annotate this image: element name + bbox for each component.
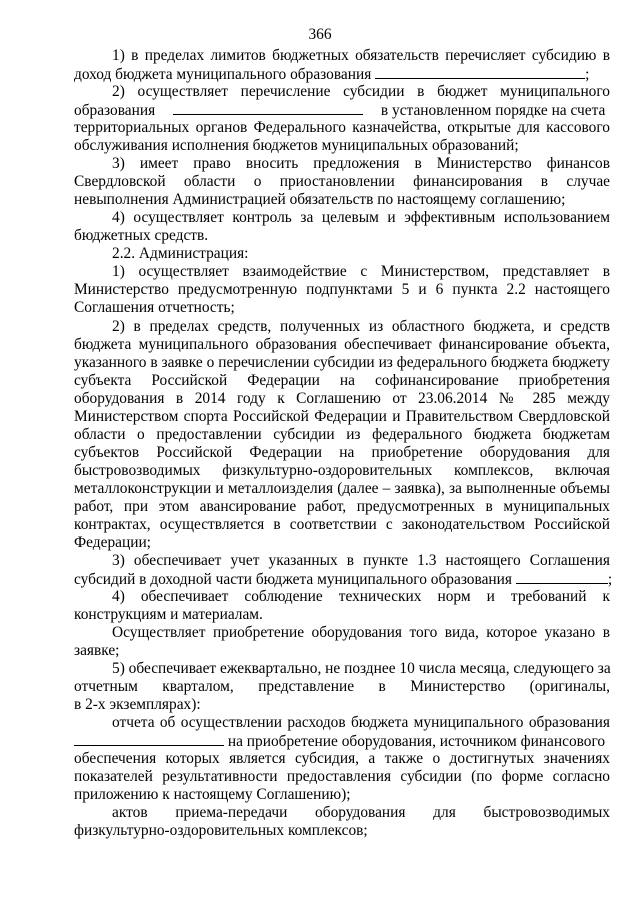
text-line: 3) имеет право вносить предложения в Министерство финансов	[112, 155, 610, 172]
text-line: оборудования в 2014 году к Соглашению от 23.06.2014 № 285 между	[74, 390, 610, 407]
text-line: 5) обеспечивает ежеквартально, не позднее 10 числа месяца, следующего за	[112, 660, 611, 677]
text-line: показателей результативности предоставления субсидии (по форме согласно	[74, 768, 610, 785]
text-line: обслуживания исполнения бюджетов муниципальных образований;	[74, 137, 519, 154]
text-line: 2) осуществляет перечисление субсидии в бюджет муниципального	[112, 83, 610, 100]
text-fragment: в установленном порядке на счета	[380, 102, 606, 119]
text-line	[74, 570, 613, 588]
text-line: субъектов Российской Федерации на приобретение оборудования для	[74, 444, 610, 461]
blank-field	[516, 570, 608, 584]
text-line: 4) осуществляет контроль за целевым и эффективным использованием	[112, 209, 610, 226]
text-line: бюджета муниципального образования обеспечивает финансирование объекта,	[74, 336, 610, 353]
text-line: отчетным кварталом, представление в Министерство (оригиналы,	[74, 678, 610, 695]
text-line: Соглашения отчетность;	[74, 299, 235, 316]
text-line: субъекта Российской Федерации на софинансирование приобретения	[74, 372, 610, 389]
page-number: 366	[308, 26, 332, 43]
text-line: 1) в пределах лимитов бюджетных обязательств перечисляет субсидию в	[112, 47, 610, 64]
text-line	[74, 101, 610, 119]
text-line: металлоконструкции и металлоизделия (далее – заявка), за выполненные объемы	[74, 480, 610, 497]
text-line: физкультурно-оздоровительных комплексов;	[74, 822, 368, 839]
text-line: контрактах, осуществляется в соответствии с законодательством Российской	[74, 516, 610, 533]
text-line	[74, 65, 610, 83]
text-line: в 2-х экземплярах):	[74, 696, 201, 713]
section-heading: 2.2. Администрация:	[112, 245, 249, 262]
text-fragment: образования	[74, 102, 156, 119]
text-line: работ, при этом авансирование работ, предусмотренных в муниципальных	[74, 498, 610, 515]
text-line: бюджетных средств.	[74, 227, 209, 244]
text-fragment: на приобретение оборудования, источником финансового	[227, 733, 606, 750]
text-line: конструкциям и материалам.	[74, 606, 263, 623]
text-line: указанного в заявке о перечислении субсидии из федерального бюджета бюджету	[74, 354, 610, 371]
text-line: Федерации;	[74, 534, 151, 551]
text-fragment: ;	[607, 571, 613, 588]
text-line: отчета об осуществлении расходов бюджета муниципального образования	[112, 714, 610, 731]
text-line: быстровозводимых физкультурно-оздоровительных комплексов, включая	[74, 462, 610, 479]
text-line: 4) обеспечивает соблюдение технических норм и требований к	[112, 588, 610, 605]
text-line: 2) в пределах средств, полученных из областного бюджета, и средств	[112, 318, 610, 335]
text-fragment: субсидий в доходной части бюджета муниципального образования	[74, 571, 512, 588]
text-line: Министерство предусмотренную подпунктами 5 и 6 пункта 2.2 настоящего	[74, 281, 610, 298]
text-line: территориальных органов Федерального казначейства, открытые для кассового	[74, 119, 610, 136]
text-line: 1) осуществляет взаимодействие с Министерством, представляет в	[112, 263, 610, 280]
text-line: обеспечения которых является субсидия, а также о достигнутых значениях	[74, 750, 610, 767]
text-line: заявке;	[74, 642, 120, 659]
blank-field	[173, 101, 363, 115]
text-line: Министерством спорта Российской Федерации и Правительством Свердловской	[74, 408, 610, 425]
blank-field	[375, 65, 585, 79]
text-line: 3) обеспечивает учет указанных в пункте 1.3 настоящего Соглашения	[112, 552, 610, 569]
text-line: невыполнения Администрацией обязательств по настоящему соглашению;	[74, 191, 566, 208]
text-line: приложению к настоящему Соглашению);	[74, 786, 351, 803]
text-fragment: ;	[585, 66, 590, 83]
text-line: Свердловской области о приостановлении финансирования в случае	[74, 173, 610, 190]
text-line	[74, 732, 610, 750]
text-line: актов приема-передачи оборудования для быстровозводимых	[112, 804, 610, 821]
text-fragment: доход бюджета муниципального образования	[74, 66, 372, 83]
text-line: области о предоставлении субсидии из федерального бюджета бюджетам	[74, 426, 610, 443]
text-line: Осуществляет приобретение оборудования того вида, которое указано в	[112, 624, 610, 641]
blank-field	[74, 732, 224, 746]
